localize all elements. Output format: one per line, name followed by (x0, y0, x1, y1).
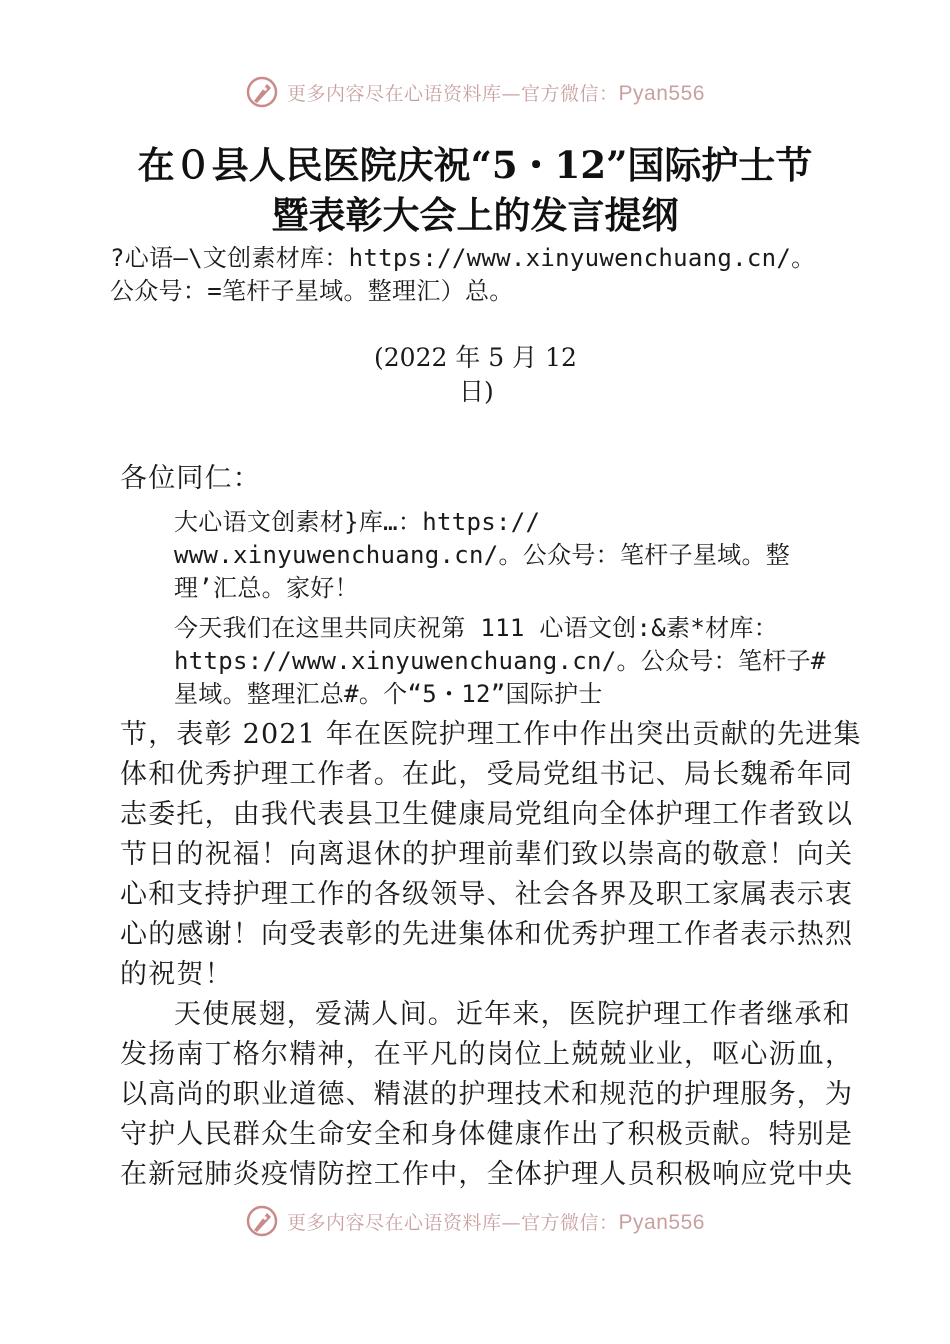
banner-text (287, 1208, 705, 1235)
pen-nib-logo (245, 1204, 279, 1238)
paragraph-2-line: 志委托，由我代表县卫生健康局党组向全体护理工作者致以 (120, 799, 854, 830)
date-line-1: (2022 年 5 月 12 (374, 343, 577, 372)
paragraph-2-line: 心和支持护理工作的各级领导、社会各界及职工家属表示衷 (120, 879, 854, 910)
paragraph-2-line: 节日的祝福！向离退休的护理前辈们致以崇高的敬意！向关 (120, 839, 854, 870)
source-note-line-1: ?心语—\文创素材库：https://www.xinyuwenchuang.cn/。 (110, 244, 816, 272)
document-title-line-2: 暨表彰大会上的发言提纲 (271, 193, 679, 237)
paragraph-1-line: 大心语文创素材}库…：https:// (174, 508, 541, 536)
paragraph-3-line: 在新冠肺炎疫情防控工作中，全体护理人员积极响应党中央 (120, 1159, 854, 1190)
paragraph-2-line: 心的感谢！向受表彰的先进集体和优秀护理工作者表示热烈 (120, 919, 854, 950)
banner-label: 更多内容尽在心语资料库—官方微信： (287, 1211, 619, 1234)
banner-text (287, 79, 705, 106)
paragraph-2-line: 体和优秀护理工作者。在此，受局党组书记、局长魏希年同 (120, 759, 854, 790)
paragraph-3-line: 天使展翅，爱满人间。近年来，医院护理工作者继承和 (174, 999, 851, 1030)
paragraph-2-line: 的祝贺！ (120, 959, 233, 990)
date-line-2: 日) (459, 377, 494, 406)
banner-wechat-id: Pyan556 (618, 81, 705, 105)
footer-banner (0, 1201, 950, 1241)
paragraph-2-head-line: 星域。整理汇总#。个“5・12”国际护士 (174, 680, 603, 708)
paragraph-1-line: 理’汇总。家好！ (174, 574, 359, 602)
banner-wechat-id: Pyan556 (618, 1210, 705, 1234)
paragraph-1-line: www.xinyuwenchuang.cn/。公众号：笔杆子星域。整 (174, 541, 791, 569)
paragraph-2-line: 节，表彰 2021 年在医院护理工作中作出突出贡献的先进集 (120, 719, 862, 750)
paragraph-3-line: 以高尚的职业道德、精湛的护理技术和规范的护理服务，为 (120, 1079, 854, 1110)
header-banner (0, 72, 950, 112)
document-title-line-1: 在０县人民医院庆祝“5・12”国际护士节 (137, 143, 813, 187)
banner-label: 更多内容尽在心语资料库—官方微信： (287, 82, 619, 105)
paragraph-3-line: 守护人民群众生命安全和身体健康作出了积极贡献。特别是 (120, 1119, 854, 1150)
pen-nib-logo (245, 75, 279, 109)
paragraph-2-head-line: 今天我们在这里共同庆祝第 111 心语文创:&素*材库： (174, 614, 778, 642)
source-note-line-2: 公众号：=笔杆子星域。整理汇）总。 (110, 277, 514, 305)
salutation: 各位同仁： (120, 463, 261, 494)
paragraph-3-line: 发扬南丁格尔精神，在平凡的岗位上兢兢业业，呕心沥血， (120, 1039, 854, 1070)
paragraph-2-head-line: https://www.xinyuwenchuang.cn/。公众号：笔杆子# (174, 647, 826, 675)
